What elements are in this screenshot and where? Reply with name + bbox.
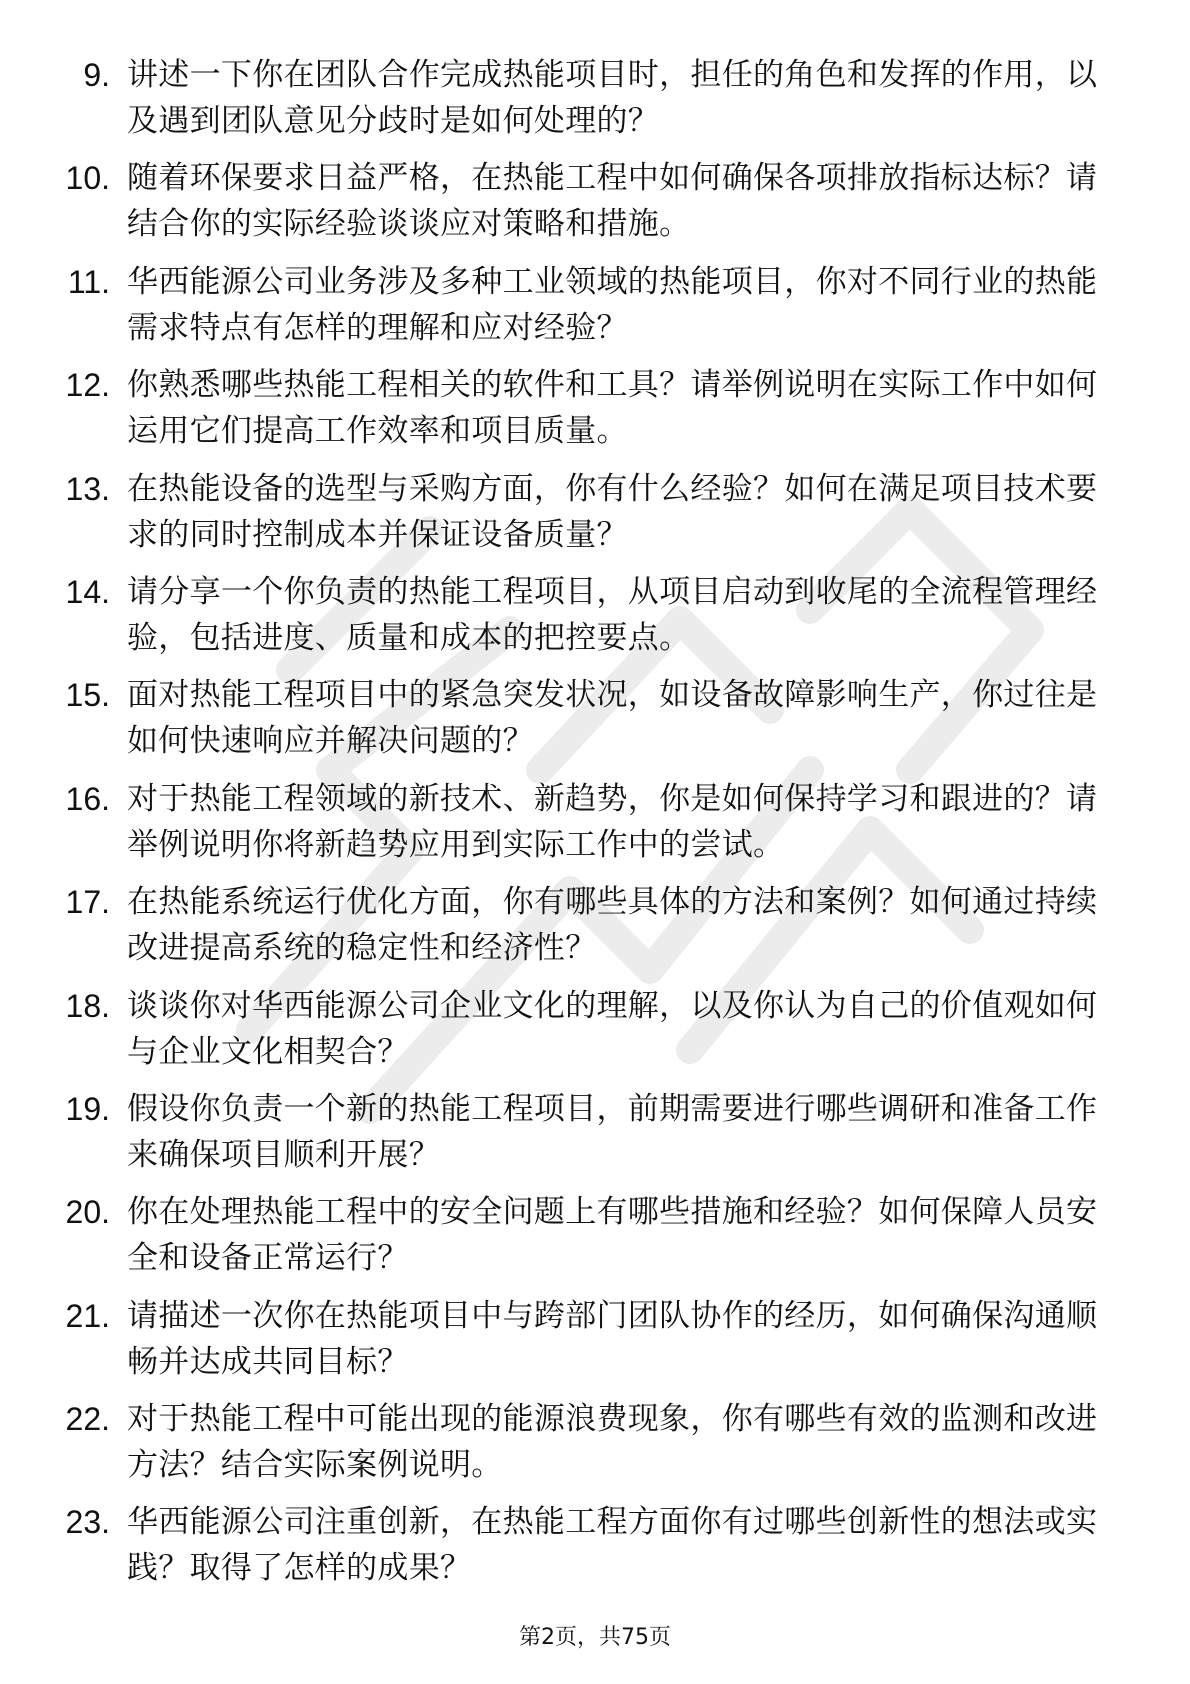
- question-item: [56, 259, 1116, 362]
- question-item: [56, 155, 1116, 258]
- question-number: 15.: [65, 677, 110, 714]
- question-text: 你熟悉哪些热能工程相关的软件和工具？请举例说明在实际工作中如何运用它们提高工作效率和项目质量。: [127, 367, 1098, 450]
- page-footer: [0, 1620, 1190, 1651]
- question-text: 谈谈你对华西能源公司企业文化的理解，以及你认为自己的价值观如何与企业文化相契合？: [127, 987, 1098, 1070]
- question-text: 假设你负责一个新的热能工程项目，前期需要进行哪些调研和准备工作来确保项目顺利开展？: [127, 1090, 1098, 1173]
- question-item: [56, 776, 1116, 879]
- question-text: 请描述一次你在热能项目中与跨部门团队协作的经历，如何确保沟通顺畅并达成共同目标？: [127, 1297, 1098, 1380]
- question-list: [56, 52, 1116, 1603]
- question-number: 21.: [65, 1297, 110, 1334]
- question-text: 面对热能工程项目中的紧急突发状况，如设备故障影响生产，你过往是如何快速响应并解决问题的？: [127, 677, 1098, 760]
- question-item: [56, 1396, 1116, 1499]
- question-number: 19.: [65, 1090, 110, 1127]
- question-number: 18.: [65, 987, 110, 1024]
- question-item: [56, 1499, 1116, 1602]
- question-number: 11.: [67, 263, 110, 300]
- question-item: [56, 52, 1116, 155]
- question-text: 华西能源公司注重创新，在热能工程方面你有过哪些创新性的想法或实践？取得了怎样的成果？: [127, 1504, 1098, 1587]
- question-item: [56, 672, 1116, 775]
- question-item: [56, 1293, 1116, 1396]
- question-number: 9.: [83, 57, 110, 93]
- question-text: 在热能系统运行优化方面，你有哪些具体的方法和案例？如何通过持续改进提高系统的稳定性和经济性？: [127, 884, 1098, 967]
- question-text: 讲述一下你在团队合作完成热能项目时，担任的角色和发挥的作用，以及遇到团队意见分歧时是如何处理的？: [127, 57, 1098, 139]
- question-item: [56, 879, 1116, 982]
- page-number-label: 第2页，共75页: [519, 1625, 671, 1650]
- question-text: 对于热能工程中可能出现的能源浪费现象，你有哪些有效的监测和改进方法？结合实际案例说明。: [127, 1401, 1098, 1484]
- question-number: 12.: [65, 367, 110, 404]
- question-number: 17.: [65, 884, 110, 921]
- question-text: 你在处理热能工程中的安全问题上有哪些措施和经验？如何保障人员安全和设备正常运行？: [127, 1194, 1098, 1277]
- question-number: 16.: [65, 780, 110, 817]
- question-item: [56, 362, 1116, 465]
- question-item: [56, 983, 1116, 1086]
- question-number: 14.: [65, 573, 110, 610]
- question-text: 请分享一个你负责的热能工程项目，从项目启动到收尾的全流程管理经验，包括进度、质量和成本的把控要点。: [127, 573, 1098, 656]
- question-item: [56, 569, 1116, 672]
- question-number: 23.: [65, 1504, 110, 1541]
- question-text: 华西能源公司业务涉及多种工业领域的热能项目，你对不同行业的热能需求特点有怎样的理解和应对经验？: [127, 263, 1098, 346]
- question-number: 10.: [65, 160, 110, 197]
- question-number: 20.: [65, 1194, 110, 1231]
- question-text: 在热能设备的选型与采购方面，你有什么经验？如何在满足项目技术要求的同时控制成本并保证设备质量？: [127, 470, 1098, 553]
- question-item: [56, 466, 1116, 569]
- question-number: 13.: [65, 470, 110, 507]
- question-number: 22.: [65, 1401, 110, 1438]
- question-item: [56, 1086, 1116, 1189]
- question-text: 随着环保要求日益严格，在热能工程中如何确保各项排放指标达标？请结合你的实际经验谈谈应对策略和措施。: [127, 160, 1098, 243]
- question-item: [56, 1189, 1116, 1292]
- question-text: 对于热能工程领域的新技术、新趋势，你是如何保持学习和跟进的？请举例说明你将新趋势应用到实际工作中的尝试。: [127, 780, 1098, 863]
